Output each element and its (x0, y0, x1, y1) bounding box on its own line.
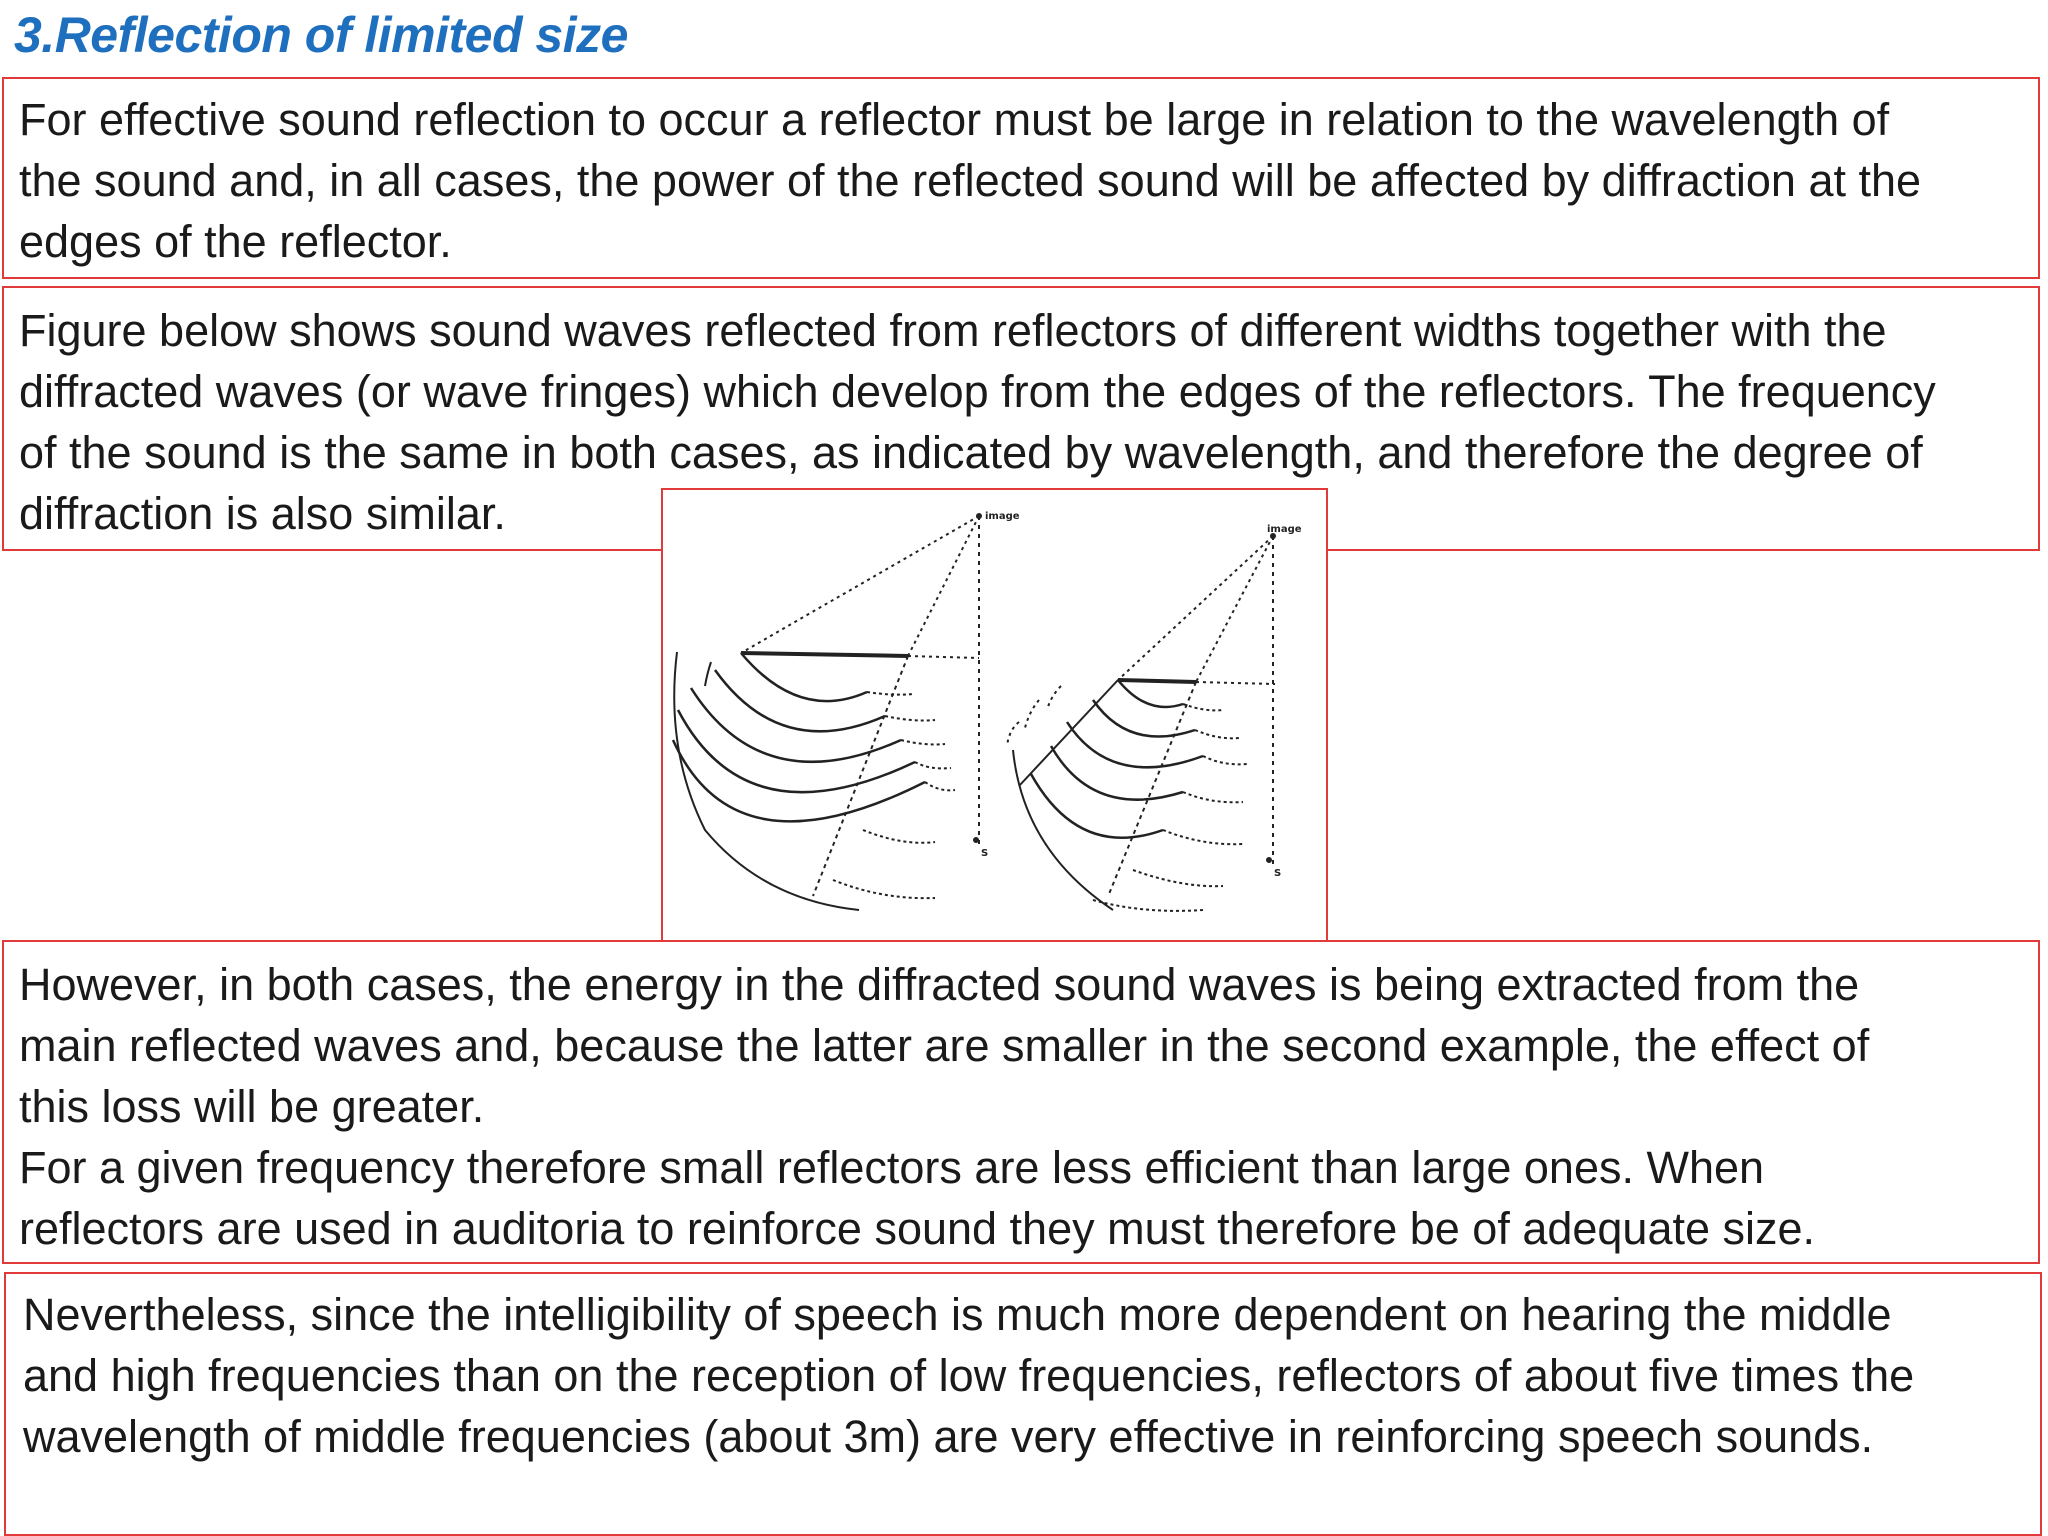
reflector-extension (1196, 682, 1275, 684)
right-source-label: S (1274, 868, 1282, 879)
text-line: However, in both cases, the energy in the diffracted sound waves is being extracted from the (19, 959, 1860, 1010)
ray-to-left-edge (1118, 536, 1273, 680)
reflector-diffraction-figure (661, 488, 1328, 942)
text-line: main reflected waves and, because the latter are smaller in the second example, the effect of (19, 1020, 1870, 1071)
large-reflector-diagram (673, 513, 982, 910)
large-reflector (741, 653, 908, 656)
source-point (973, 837, 979, 843)
text-line: reflectors are used in auditoria to reinforce sound they must therefore be of adequate size. (19, 1203, 1816, 1254)
slide-title: 3.Reflection of limited size (14, 7, 628, 63)
text-line: the sound and, in all cases, the power of the reflected sound will be affected by diffraction at the (19, 155, 1922, 206)
text-line: wavelength of middle frequencies (about 3m) are very effective in reinforcing speech sounds. (23, 1411, 1874, 1462)
small-reflector-diagram (1007, 533, 1276, 911)
text-line: Nevertheless, since the intelligibility of speech is much more dependent on hearing the middle (23, 1289, 1892, 1340)
text-line: this loss will be greater. (19, 1081, 485, 1132)
energy-loss-text-box (2, 940, 2040, 1264)
text-line: of the sound is the same in both cases, as indicated by wavelength, and therefore the degree of (19, 427, 1923, 478)
image-point (976, 513, 982, 519)
text-line: diffracted waves (or wave fringes) which develop from the edges of the reflectors. The frequency (19, 366, 1936, 417)
text-line: For a given frequency therefore small reflectors are less efficient than large ones. When (19, 1142, 1765, 1193)
text-line: diffraction is also similar. (19, 488, 506, 539)
ray-to-right-edge (1196, 536, 1273, 682)
small-reflector (1118, 680, 1196, 682)
text-line: Figure below shows sound waves reflected from reflectors of different widths together with the (19, 305, 1887, 356)
intro-text-box (2, 77, 2040, 279)
left-source-label: S (981, 848, 989, 859)
source-point (1266, 857, 1272, 863)
text-line: For effective sound reflection to occur a reflector must be large in relation to the wavelength of (19, 94, 1890, 145)
ray-to-right-edge (908, 516, 979, 656)
text-line: edges of the reflector. (19, 216, 452, 267)
right-image-label: image (1267, 524, 1302, 535)
left-image-label: image (985, 511, 1020, 522)
reflector-extension (908, 656, 979, 658)
speech-frequency-text-box (4, 1272, 2042, 1536)
text-line: and high frequencies than on the reception of low frequencies, reflectors of about five times the (23, 1350, 1915, 1401)
